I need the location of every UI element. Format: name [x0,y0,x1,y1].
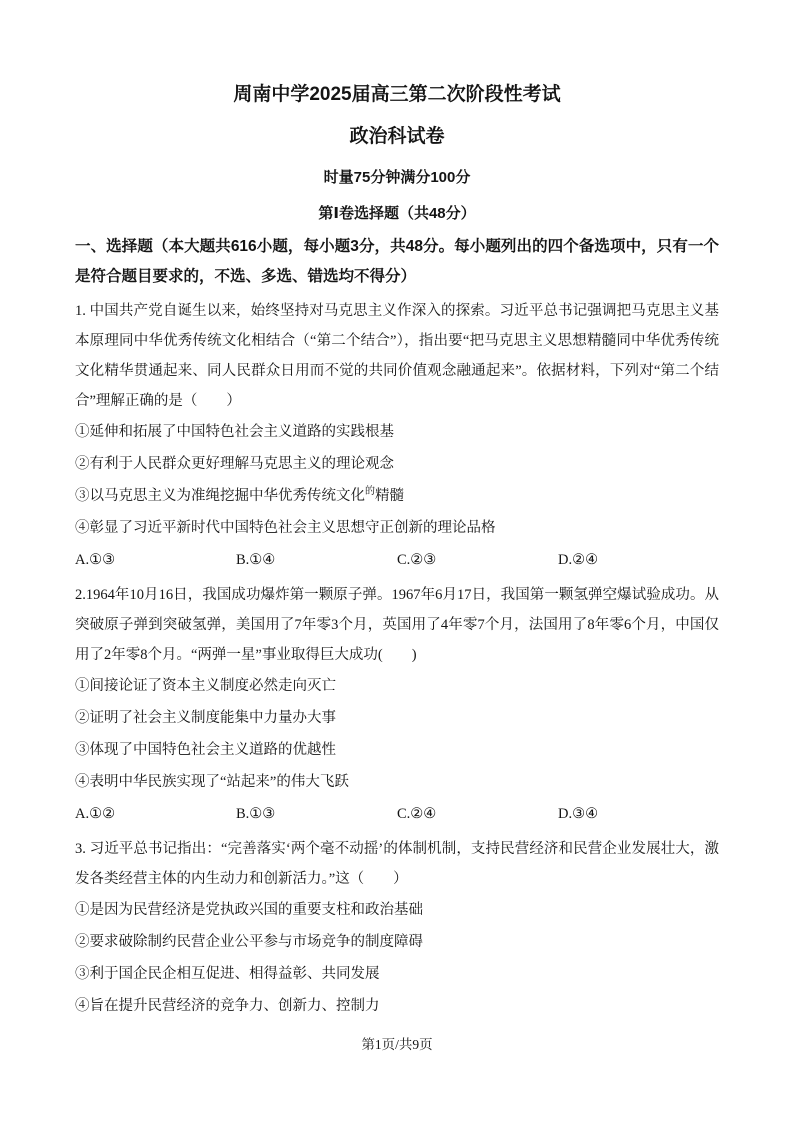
section-instructions: 一、选择题（本大题共616小题，每小题3分，共48分。每小题列出的四个备选项中，只有一个是符合题目要求的，不选、多选、错选均不得分） [75,238,719,285]
question-option: ④彰显了习近平新时代中国特色社会主义思想守正创新的理论品格 [75,520,496,536]
choice-c: C.②④ [397,806,437,822]
choice-a: A.①② [75,806,116,822]
superscript-text: 的 [365,486,375,498]
question-option: ②要求破除制约民营企业公平参与市场竞争的制度障碍 [75,934,423,950]
question-1 [75,296,719,576]
page-subtitle: 政治科试卷 [349,126,445,147]
duration-score-line: 时量75分钟满分100分 [323,169,471,186]
choice-d: D.②④ [558,552,599,568]
question-option [75,480,719,512]
choice-row [75,798,719,830]
choice-a: A.①③ [75,552,116,568]
question-stem: 2.1964年10月16日，我国成功爆炸第一颗原子弹。1967年6月17日，我国第一颗氢弹空爆试验成功。从突破原子弹到突破氢弹，美国用了7年零3个月，英国用了4年零7个月，法国用了8年零6个月，中国仅用了2年零8个月。“两弹一星”事业取得巨大成功( ) [75,587,719,663]
question-option: ②证明了社会主义制度能集中力量办大事 [75,710,336,726]
question-option: ③利于国企民企相互促进、相得益彰、共同发展 [75,966,380,982]
question-3 [75,834,719,1022]
question-option: ②有利于人民群众更好理解马克思主义的理论观念 [75,456,394,472]
question-option: ③体现了中国特色社会主义道路的优越性 [75,742,336,758]
question-2 [75,580,719,830]
question-option: ④旨在提升民营经济的竞争力、创新力、控制力 [75,998,380,1014]
question-option: ①延伸和拓展了中国特色社会主义道路的实践根基 [75,424,394,440]
page-title: 周南中学2025届高三第二次阶段性考试 [233,84,561,105]
question-option: ④表明中华民族实现了“站起来”的伟大飞跃 [75,774,349,790]
option-text: ③以马克思主义为准绳挖掘中华优秀传统文化 [75,488,365,504]
choice-row [75,544,719,576]
question-option: ①是因为民营经济是党执政兴国的重要支柱和政治基础 [75,902,423,918]
choice-b: B.①③ [236,806,276,822]
question-stem: 1. 中国共产党自诞生以来，始终坚持对马克思主义作深入的探索。习近平总书记强调把马克思主义基本原理同中华优秀传统文化相结合（“第二个结合”），指出要“把马克思主义思想精髓同中华优秀传统文化精华贯通起来、同人民群众日用而不觉的共同价值观念融通起来”。依据材料，下列对“第二个结合”理解正确的是（ ） [75,303,719,409]
choice-d: D.③④ [558,806,599,822]
choice-c: C.②③ [397,552,437,568]
choice-b: B.①④ [236,552,276,568]
question-stem: 3. 习近平总书记指出：“完善落实‘两个毫不动摇’的体制机制，支持民营经济和民营企业发展壮大，激发各类经营主体的内生动力和创新活力。”这（ ） [75,841,719,887]
option-text: 精髓 [375,488,404,504]
part-title: 第Ⅰ卷选择题（共48分） [318,205,476,222]
page-footer: 第1页/共9页 [361,1037,433,1052]
question-option: ①间接论证了资本主义制度必然走向灭亡 [75,678,336,694]
